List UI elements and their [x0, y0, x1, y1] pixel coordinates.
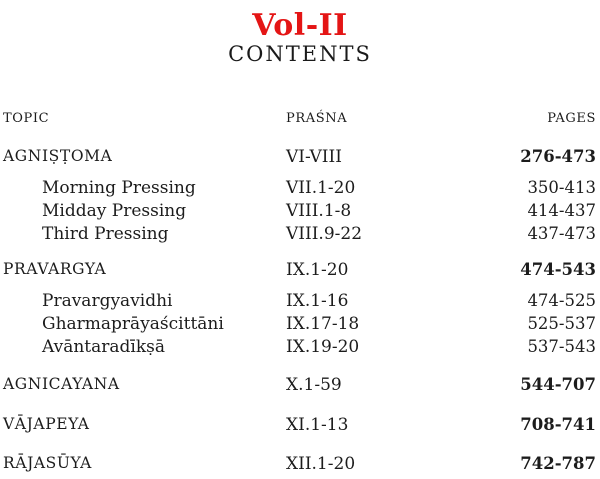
row-pages: 276-473: [520, 147, 596, 166]
row-topic: AGNIṢṬOMA: [3, 147, 113, 165]
row-pages: 742-787: [520, 454, 596, 473]
table-row: [0, 260, 600, 282]
row-pages: 350-413: [527, 178, 596, 197]
row-prasna: IX.1-16: [286, 291, 349, 311]
row-prasna: VII.1-20: [286, 178, 356, 198]
row-topic: Morning Pressing: [42, 178, 196, 198]
row-topic: Third Pressing: [42, 224, 169, 244]
row-prasna: VIII.1-8: [286, 201, 352, 221]
row-pages: 537-543: [527, 337, 596, 356]
row-prasna: XI.1-13: [286, 415, 349, 435]
row-topic: Gharmaprāyaścittāni: [42, 314, 224, 334]
header-topic: TOPIC: [3, 111, 50, 126]
row-pages: 544-707: [520, 375, 596, 394]
row-topic: VĀJAPEYA: [3, 415, 90, 433]
row-topic: RĀJASŪYA: [3, 454, 92, 472]
contents-heading: CONTENTS: [228, 42, 372, 66]
row-prasna: X.1-59: [286, 375, 342, 395]
row-topic: Pravargyavidhi: [42, 291, 173, 311]
column-header-row: [0, 111, 600, 133]
table-row: [0, 291, 600, 313]
table-row: [0, 201, 600, 223]
row-pages: 414-437: [527, 201, 596, 220]
table-row: [0, 147, 600, 169]
row-pages: 708-741: [520, 415, 596, 434]
row-prasna: VIII.9-22: [286, 224, 363, 244]
row-prasna: IX.1-20: [286, 260, 349, 280]
header-pages: PAGES: [547, 111, 596, 126]
row-topic: PRAVARGYA: [3, 260, 107, 278]
row-pages: 525-537: [527, 314, 596, 333]
table-row: [0, 337, 600, 359]
row-pages: 474-543: [520, 260, 596, 279]
volume-title: Vol-II: [252, 8, 348, 43]
row-prasna: IX.19-20: [286, 337, 360, 357]
table-row: [0, 224, 600, 246]
row-prasna: VI-VIII: [286, 147, 342, 167]
row-topic: AGNICAYANA: [3, 375, 120, 393]
table-row: [0, 454, 600, 476]
row-prasna: XII.1-20: [286, 454, 356, 474]
row-pages: 474-525: [527, 291, 596, 310]
table-row: [0, 314, 600, 336]
row-prasna: IX.17-18: [286, 314, 360, 334]
header-prasna: PRAŚNA: [286, 111, 348, 126]
table-row: [0, 178, 600, 200]
row-pages: 437-473: [527, 224, 596, 243]
table-row: [0, 415, 600, 437]
row-topic: Midday Pressing: [42, 201, 187, 221]
table-row: [0, 375, 600, 397]
row-topic: Avāntaradīkṣā: [42, 337, 165, 357]
